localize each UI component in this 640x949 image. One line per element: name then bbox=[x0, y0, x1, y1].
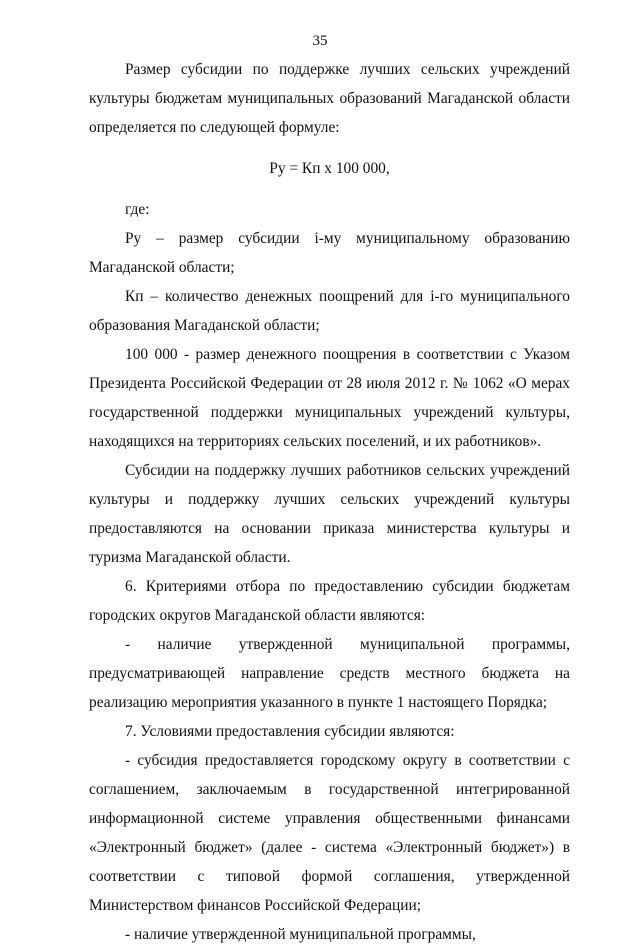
definition-kp: Кп – количество денежных поощрений для i-го муниципального образования Магаданской области; bbox=[89, 288, 570, 334]
paragraph-where: где: bbox=[125, 201, 150, 218]
document-body bbox=[89, 55, 570, 949]
paragraph-subsidy-size: Размер субсидии по поддержке лучших сельских учреждений культуры бюджетам муниципальных образований Магаданской области определяется по следующей формуле: bbox=[89, 61, 570, 136]
paragraph-6-item: - наличие утвержденной муниципальной программы, предусматривающей направление средств местного бюджета на реализацию мероприятия указанного в пункте 1 настоящего Порядка; bbox=[89, 636, 570, 711]
page-number: 35 bbox=[312, 33, 328, 49]
definition-ru: Ру – размер субсидии i-му муниципальному образованию Магаданской области; bbox=[89, 230, 570, 276]
definition-100000: 100 000 - размер денежного поощрения в соответствии с Указом Президента Российской Федерации от 28 июля 2012 г. № 1062 «О мерах государственной поддержки муниципальных учреждений культуры, находящихся на территориях сельских поселений, и их работников». bbox=[89, 346, 570, 450]
paragraph-7-item-1: - субсидия предоставляется городскому округу в соответствии с соглашением, заключаемым в государственной интегрированной информационной системе управления общественными финансами «Электронный бюджет» (далее - система «Электронный бюджет») в соответствии с типовой формой соглашения, утвержденной Министерством финансов Российской Федерации; bbox=[89, 752, 570, 914]
paragraph-subsidies-basis: Субсидии на поддержку лучших работников сельских учреждений культуры и поддержку лучших сельских учреждений культуры предоставляются на основании приказа министерства культуры и туризма Магаданской области. bbox=[89, 462, 570, 566]
paragraph-7-conditions: 7. Условиями предоставления субсидии являются: bbox=[125, 723, 455, 740]
paragraph-6-criteria: 6. Критериями отбора по предоставлению субсидии бюджетам городских округов Магаданской области являются: bbox=[89, 578, 570, 624]
formula: Ру = Кп х 100 000, bbox=[269, 160, 390, 177]
paragraph-7-item-2: - наличие утвержденной муниципальной программы, bbox=[125, 926, 476, 943]
